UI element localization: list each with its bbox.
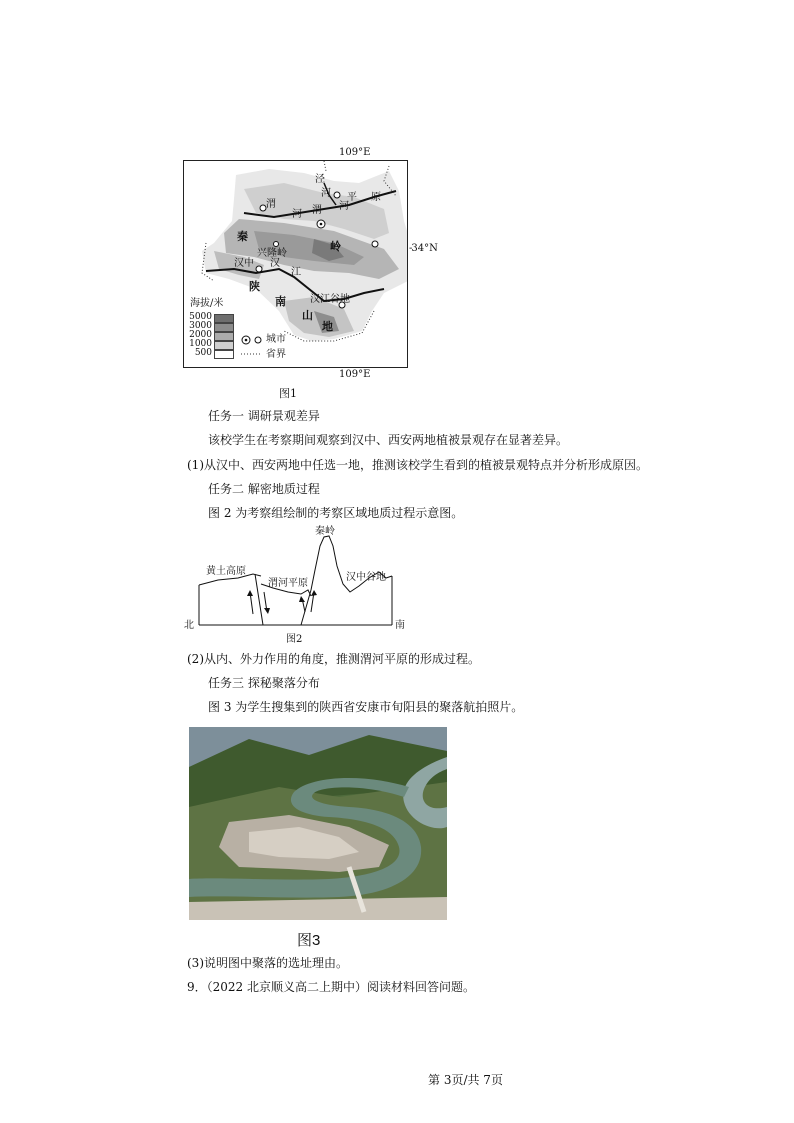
- legend-swatch-3000: [214, 323, 234, 332]
- map-coord-right: -34°N: [409, 243, 438, 254]
- task2-title: 任务二 解密地质过程: [208, 482, 320, 496]
- label-jing: 泾: [315, 174, 325, 185]
- question-2: (2)从内、外力作用的角度，推测渭河平原的形成过程。: [187, 652, 481, 666]
- map-coord-bottom: 109°E: [339, 369, 371, 380]
- figure3-aerial-photo: [189, 727, 447, 920]
- map-coord-top: 109°E: [339, 147, 371, 158]
- label-south: 南: [395, 620, 405, 631]
- legend-city: 城市: [266, 334, 286, 345]
- coord-right-text: 34°N: [411, 243, 438, 254]
- legend-level-5000: 5000: [189, 312, 212, 322]
- task3-body: 图 3 为学生搜集到的陕西省安康市旬阳县的聚落航拍照片。: [208, 700, 524, 714]
- legend-swatch-1000: [214, 341, 234, 350]
- label-wei-left: 渭: [266, 199, 276, 210]
- figure1-map: [183, 160, 408, 368]
- legend-boundary: 省界: [266, 349, 286, 360]
- label-hanjiang-gudi: 汉江谷地: [310, 294, 350, 305]
- legend-level-1000: 1000: [189, 339, 212, 349]
- legend-swatch-2000: [214, 332, 234, 341]
- label-yuan: 原: [371, 192, 381, 203]
- label-jiang: 江: [291, 267, 301, 278]
- legend-swatch-5000: [214, 314, 234, 323]
- label-hanzhong: 汉中: [234, 258, 254, 269]
- label-hanzhong-valley: 汉中谷地: [346, 572, 386, 583]
- figure2-cross-section: [183, 522, 408, 644]
- label-nan: 南: [275, 295, 286, 308]
- label-he3: 河: [339, 201, 349, 212]
- question-3: (3)说明图中聚落的选址理由。: [187, 956, 348, 970]
- figure2-caption: 图2: [286, 634, 303, 645]
- label-han: 汉: [270, 258, 280, 269]
- label-ping: 平: [347, 192, 357, 203]
- label-ling: 岭: [330, 240, 341, 253]
- label-qin: 秦: [237, 230, 248, 243]
- label-shaan: 陕: [249, 280, 260, 293]
- label-he2: 河: [292, 209, 302, 220]
- label-di: 地: [322, 320, 333, 333]
- task3-title: 任务三 探秘聚落分布: [208, 676, 320, 690]
- question-1: (1)从汉中、西安两地中任选一地，推测该校学生看到的植被景观特点并分析形成原因。: [187, 458, 649, 472]
- label-qinling: 秦岭: [315, 526, 335, 537]
- figure3-caption: 图3: [297, 932, 321, 949]
- task2-body: 图 2 为考察组绘制的考察区域地质过程示意图。: [208, 506, 464, 520]
- legend-level-3000: 3000: [189, 321, 212, 331]
- question-9: 9．（2022 北京顺义高二上期中）阅读材料回答问题。: [187, 980, 475, 994]
- label-shan: 山: [302, 309, 313, 322]
- label-north: 北: [184, 620, 194, 631]
- figure1-caption: 图1: [279, 387, 297, 400]
- label-loess-plateau: 黄土高原: [206, 566, 246, 577]
- label-wei2: 渭: [312, 205, 322, 216]
- page-number-footer: 第 3页/共 7页: [428, 1073, 503, 1087]
- label-xinglongling: 兴隆岭: [257, 248, 287, 259]
- label-weihe-plain: 渭河平原: [268, 578, 308, 589]
- legend-level-2000: 2000: [189, 330, 212, 340]
- task1-title: 任务一 调研景观差异: [208, 409, 320, 423]
- legend-title: 海拔/米: [190, 298, 224, 309]
- legend-level-500: 500: [194, 348, 212, 358]
- label-he1: 河: [321, 188, 331, 199]
- aerial-photo-illustration: [189, 727, 447, 920]
- task1-body: 该校学生在考察期间观察到汉中、西安两地植被景观存在显著差异。: [208, 433, 569, 447]
- legend-swatch-500: [214, 350, 234, 359]
